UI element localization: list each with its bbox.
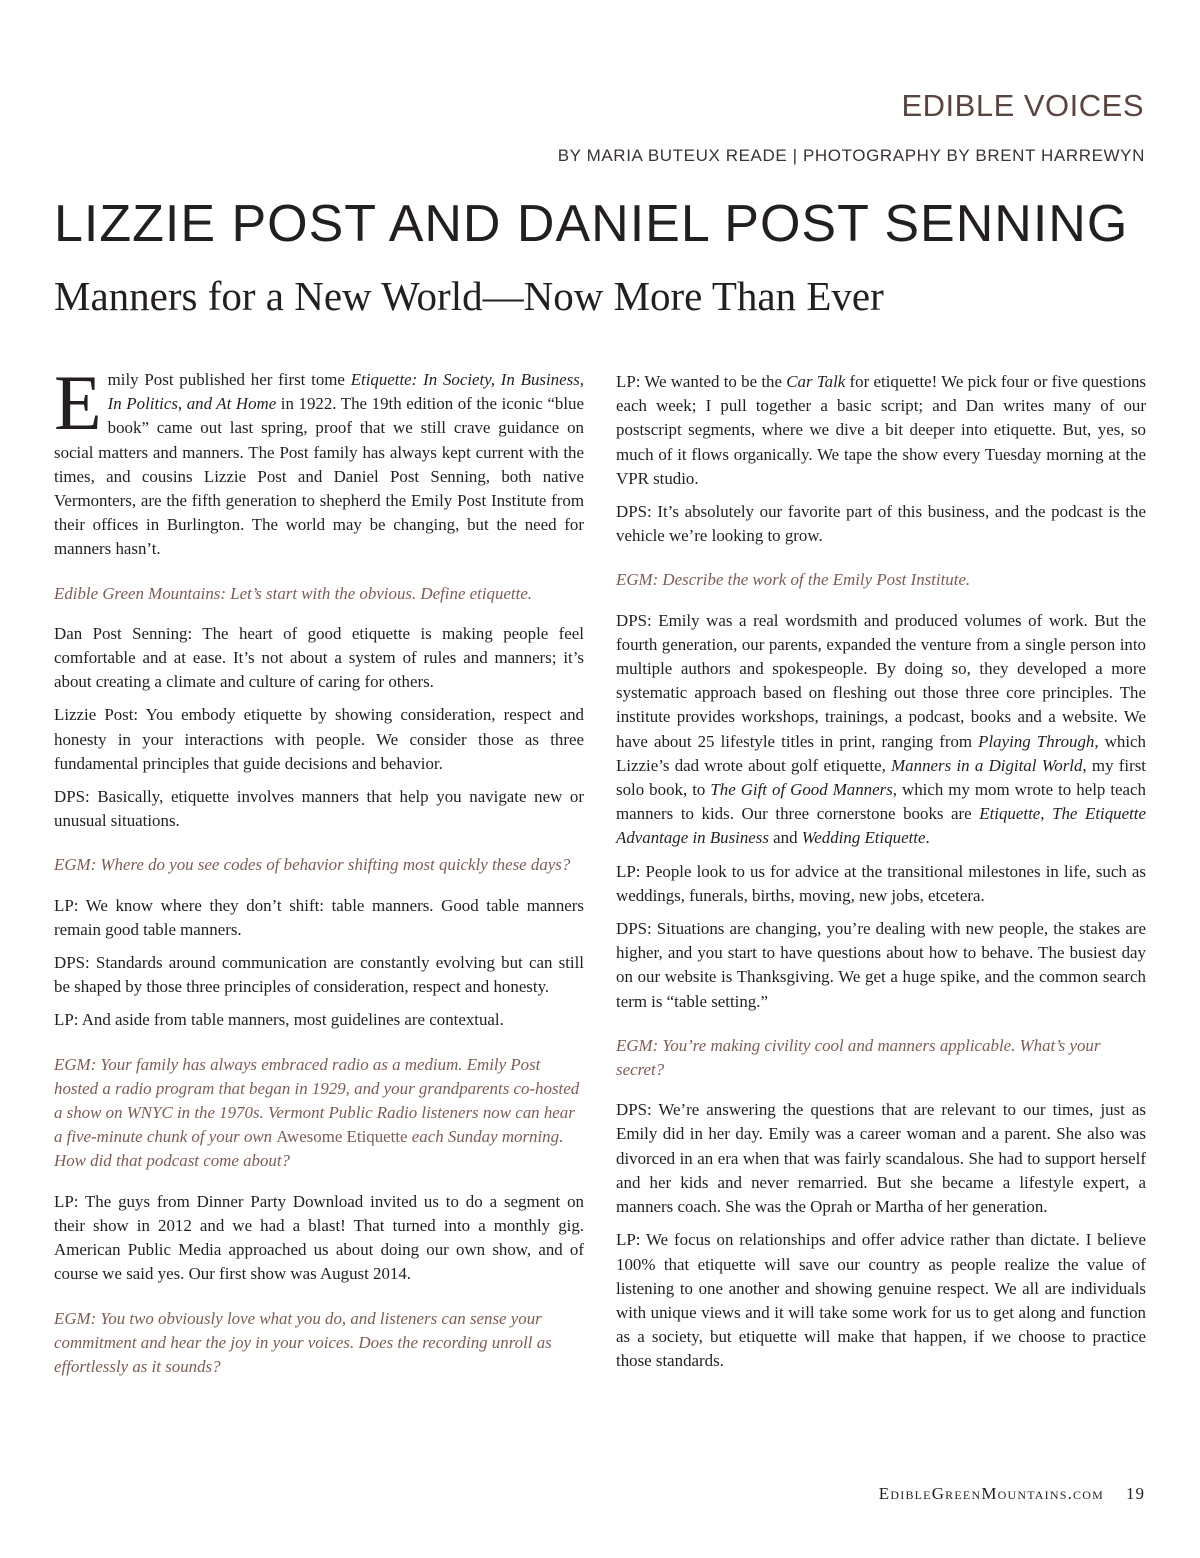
interview-answer: DPS: Standards around communication are constantly evolving but can still be shaped by those three principles of consideration, respect and honesty. xyxy=(54,953,584,997)
question-text: each Sunday morning. How did that podcast come about? xyxy=(54,1127,564,1171)
book-title: The Etiquette Advantage in Business xyxy=(616,804,1146,848)
right-column xyxy=(616,370,1146,1383)
interview-question: EGM: You’re making civility cool and manners applicable. What’s your secret? xyxy=(616,1035,1101,1080)
answer-text: , my first solo book, to xyxy=(616,755,1147,800)
book-title: Manners in a Digital World xyxy=(891,755,1083,775)
interview-question: EGM: Where do you see codes of behavior shifting most quickly these days? xyxy=(54,855,571,875)
interview-answer xyxy=(616,370,1146,491)
interview-answer: Dan Post Senning: The heart of good etiquette is making people feel comfortable and at ease. It’s not about a system of rules and manners; it’s about creating a climate and culture of caring for others. xyxy=(54,623,584,692)
interview-question: EGM: You two obviously love what you do, and listeners can sense your commitment and hear the joy in your voices. Does the recording unroll as effortlessly as it sounds? xyxy=(54,1308,552,1376)
interview-answer: LP: We focus on relationships and offer advice rather than dictate. I believe 100% that etiquette will save our country as people realize the value of listening to one another and showing genuine respect. We all are individuals with unique views and it will take some work for us to get along and function as a society, but etiquette will make that happen, if we choose to practice those standards. xyxy=(616,1230,1146,1371)
book-title: Etiquette xyxy=(979,804,1041,824)
interview-answer: LP: People look to us for advice at the transitional milestones in life, such as weddings, funerals, births, moving, new jobs, etcetera. xyxy=(616,861,1146,905)
left-column xyxy=(54,359,584,1395)
interview-answer: LP: And aside from table manners, most guidelines are contextual. xyxy=(54,1010,504,1030)
interview-answer xyxy=(616,609,1146,851)
book-title: Wedding Etiquette xyxy=(801,828,926,848)
answer-text: , xyxy=(1040,804,1053,824)
interview-question xyxy=(54,1053,584,1174)
show-title: Awesome Etiquette xyxy=(276,1127,408,1147)
answer-text: and xyxy=(768,828,802,848)
section-label: EDIBLE VOICES xyxy=(901,88,1144,123)
book-title: The Gift of Good Manners xyxy=(710,780,893,800)
interview-answer: Lizzie Post: You embody etiquette by showing consideration, respect and honesty in your interactions with people. We consider those as three fundamental principles that guide decisions and behavior. xyxy=(54,705,584,773)
interview-question: EGM: Describe the work of the Emily Post Institute. xyxy=(616,570,971,590)
page-footer xyxy=(879,1484,1145,1504)
page-number: 19 xyxy=(1126,1484,1145,1503)
book-title: Etiquette: In Society, In Business, In Politics, and At Home xyxy=(107,370,584,414)
intro-text: mily Post published her first tome xyxy=(107,370,351,389)
interview-question: Edible Green Mountains: Let’s start with the obvious. Define etiquette. xyxy=(54,583,533,603)
interview-answer: DPS: We’re answering the questions that are relevant to our times, just as Emily did in her day. Emily was a career woman and a parent. She also was divorced in an era when that was fairly scandalous. She had to support herself and her kids and never remarried. But she became a lifestyle expert, a manners coach. She was the Oprah or Martha of her generation. xyxy=(616,1100,1146,1217)
interview-answer: DPS: Situations are changing, you’re dealing with new people, the stakes are higher, and you start to have questions about how to behave. The busiest day on our website is Thanksgiving. We get a huge spike, and the common search term is “table setting.” xyxy=(616,919,1146,1011)
interview-answer: DPS: It’s absolutely our favorite part of this business, and the podcast is the vehicle we’re looking to grow. xyxy=(616,502,1146,546)
drop-cap: E xyxy=(54,359,102,446)
answer-text: , which Lizzie’s dad wrote about golf etiquette, xyxy=(616,731,1146,775)
interview-answer: DPS: Basically, etiquette involves manners that help you navigate new or unusual situations. xyxy=(54,787,584,831)
intro-paragraph xyxy=(54,359,584,562)
answer-text: DPS: Emily was a real wordsmith and produced volumes of work. But the fourth generation, our parents, expanded the venture from a single person into multiple authors and spokespeople. By doing so, they developed a more systematic approach based on fleshing out those three core principles. The institute provides workshops, trainings, a podcast, books and a website. We have about 25 lifestyle titles in print, ranging from xyxy=(616,610,1146,751)
article-title: LIZZIE POST AND DANIEL POST SENNING xyxy=(54,195,1129,253)
answer-text: for etiquette! We pick four or five questions each week; I pull together a basic script; and Dan writes many of our postscript segments, where we dive a bit deeper into etiquette. But, yes, so much of it flows organically. We tape the show every Tuesday morning at the VPR studio. xyxy=(616,372,1146,488)
show-title: Car Talk xyxy=(786,372,846,391)
answer-text: , which my mom wrote to help teach manners to kids. Our three cornerstone books are xyxy=(616,780,1146,824)
answer-text: LP: We wanted to be the xyxy=(616,372,787,391)
byline: BY MARIA BUTEUX READE | PHOTOGRAPHY BY BRENT HARREWYN xyxy=(557,146,1145,165)
book-title: Playing Through xyxy=(978,731,1095,751)
answer-text: . xyxy=(925,828,930,848)
article-subtitle: Manners for a New World—Now More Than Ever xyxy=(54,273,884,319)
intro-text: in 1922. The 19th edition of the iconic “blue book” came out last spring, proof that we still crave guidance on social matters and manners. The Post family has always kept current with the times, and cousins Lizzie Post and Daniel Post Senning, both native Vermonters, are the fifth generation to shepherd the Emily Post Institute from their offices in Burlington. The world may be changing, but the need for manners hasn’t. xyxy=(54,394,584,559)
website-link[interactable]: EdibleGreenMountains.com xyxy=(878,1484,1104,1503)
question-text: EGM: Your family has always embraced radio as a medium. Emily Post hosted a radio program that began in 1929, and your grandparents co-hosted a show on WNYC in the 1970s. Vermont Public Radio listeners now can hear a five-minute chunk of your own xyxy=(54,1054,580,1147)
interview-answer: LP: The guys from Dinner Party Download invited us to do a segment on their show in 2012 and we had a blast! That turned into a monthly gig. American Public Media approached us about doing our own show, and of course we said yes. Our first show was August 2014. xyxy=(54,1191,584,1284)
interview-answer: LP: We know where they don’t shift: table manners. Good table manners remain good table manners. xyxy=(54,895,584,939)
